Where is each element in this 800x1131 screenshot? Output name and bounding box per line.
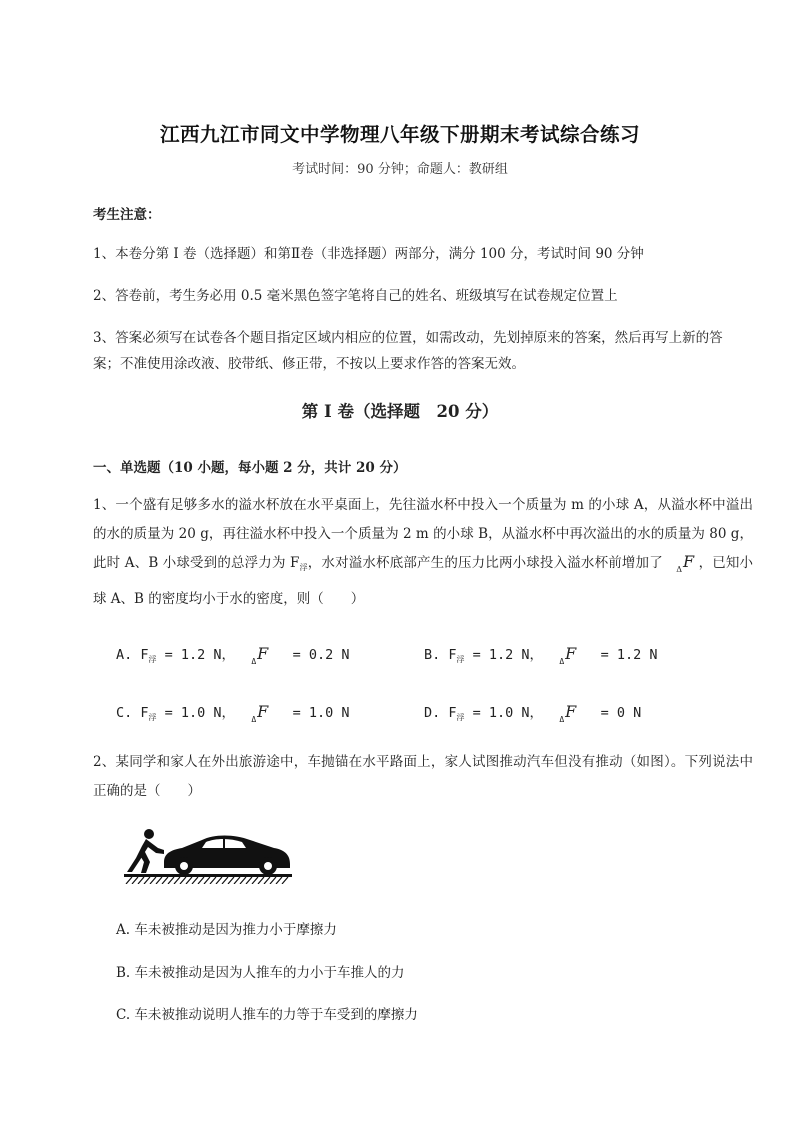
option-label: C. F <box>116 705 149 721</box>
option-label: D. F <box>424 705 457 721</box>
subscript-fu: 浮 <box>299 563 308 572</box>
subscript-fu: 浮 <box>148 655 157 664</box>
force-symbol: F <box>257 644 269 663</box>
question-2: 2、某同学和家人在外出旅游途中，车抛锚在水平路面上，家人试图推动汽车但没有推动（如图）。下列说法中正确的是（ ） <box>93 754 753 799</box>
q1-option-d[interactable] <box>424 701 641 724</box>
option-value-1: = 1.2 N， <box>164 647 236 663</box>
question-1-text-b: ，水对溢水杯底部产生的压力比两小球投入溢水杯前增加了 <box>307 555 663 571</box>
notice-item-2: 2、答卷前，考生务必用 0.5 毫米黑色签字笔将自己的姓名、班级填写在试卷规定位置上 <box>93 288 618 304</box>
q2-option-c[interactable]: C. 车未被推动说明人推车的力等于车受到的摩擦力 <box>116 1007 418 1023</box>
option-value-2: = 0.2 N <box>292 647 350 663</box>
section-title: 第 I 卷（选择题 20 分） <box>301 402 499 421</box>
subscript-fu: 浮 <box>456 713 465 722</box>
delta-symbol: Δ <box>251 657 257 666</box>
force-symbol: F <box>683 552 695 571</box>
option-value-2: = 1.0 N <box>292 705 350 721</box>
option-value-2: = 1.2 N <box>600 647 658 663</box>
person-pushing-car-icon <box>122 826 294 884</box>
delta-symbol: Δ <box>676 565 682 574</box>
delta-symbol: Δ <box>251 715 257 724</box>
q1-option-a[interactable] <box>116 643 350 666</box>
delta-symbol: Δ <box>559 657 565 666</box>
q2-option-b[interactable]: B. 车未被推动是因为人推车的力小于车推人的力 <box>116 965 405 981</box>
page-title: 江西九江市同文中学物理八年级下册期末考试综合练习 <box>159 123 640 146</box>
option-value-1: = 1.0 N， <box>164 705 236 721</box>
exam-info: 考试时间：90 分钟；命题人：教研组 <box>292 162 508 177</box>
q1-option-b[interactable] <box>424 643 658 666</box>
notice-item-1: 1、本卷分第 I 卷（选择题）和第Ⅱ卷（非选择题）两部分，满分 100 分，考试时间 90 分钟 <box>93 246 644 262</box>
option-label: A. F <box>116 647 149 663</box>
q1-option-c[interactable] <box>116 701 350 724</box>
delta-symbol: Δ <box>559 715 565 724</box>
question-1 <box>93 491 753 613</box>
notice-heading: 考生注意： <box>93 207 161 223</box>
force-symbol: F <box>257 702 269 721</box>
force-symbol: F <box>565 702 577 721</box>
option-value-2: = 0 N <box>600 705 642 721</box>
option-value-1: = 1.0 N， <box>472 705 544 721</box>
q2-option-a[interactable]: A. 车未被推动是因为推力小于摩擦力 <box>116 922 337 938</box>
option-label: B. F <box>424 647 457 663</box>
force-symbol: F <box>565 644 577 663</box>
part-heading: 一、单选题（10 小题，每小题 2 分，共计 20 分） <box>93 460 407 476</box>
subscript-fu: 浮 <box>456 655 465 664</box>
question-1-text-c: ，已知小球 A、B 的密度均小于水的密度，则（ ） <box>93 555 754 607</box>
notice-item-3: 3、答案必须写在试卷各个题目指定区域内相应的位置，如需改动，先划掉原来的答案，然后再写上新的答案；不准使用涂改液、胶带纸、修正带，不按以上要求作答的答案无效。 <box>93 330 723 372</box>
question-1-text-a: 1、一个盛有足够多水的溢水杯放在水平桌面上，先往溢水杯中投入一个质量为 m 的小球 A，从溢水杯中溢出的水的质量为 20 g，再往溢水杯中投入一个质量为 2 m 的小球 B，从溢水杯中再次溢出的水的质量为 80 g，此时 A、B 小球受到的总浮力为 F <box>93 497 753 571</box>
option-value-1: = 1.2 N， <box>472 647 544 663</box>
subscript-fu: 浮 <box>148 713 157 722</box>
